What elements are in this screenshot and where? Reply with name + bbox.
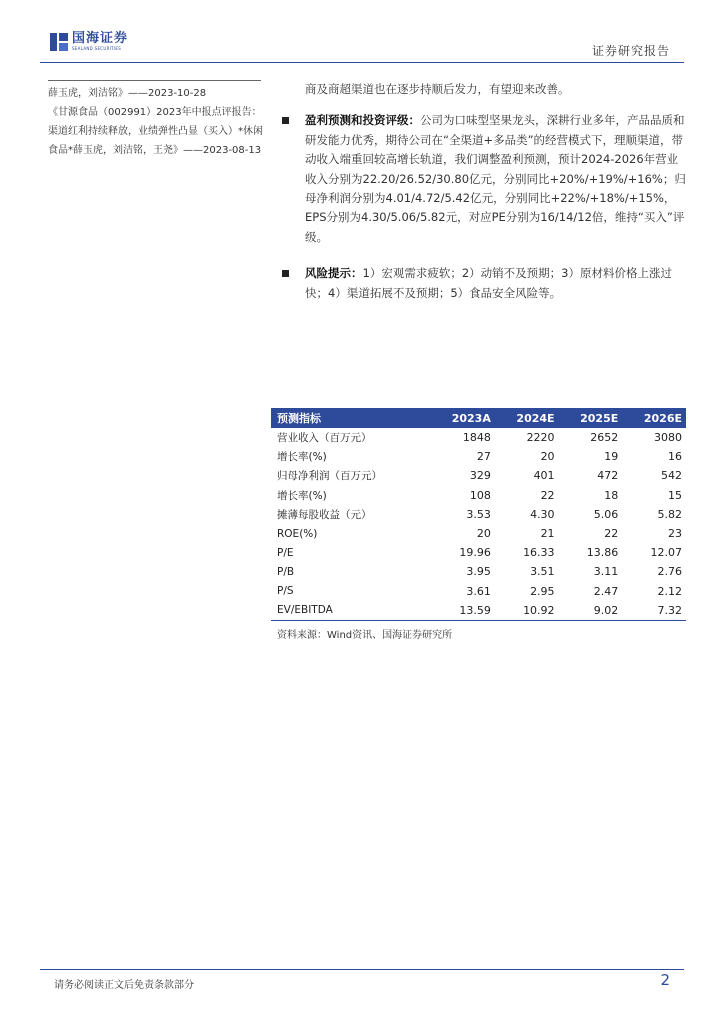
table-header-year: 2023A (451, 411, 491, 425)
table-row-label: 营业收入（百万元） (277, 432, 372, 445)
table-header-row (271, 408, 686, 428)
table-cell: 18 (604, 488, 619, 502)
table-cell: 12.07 (650, 546, 682, 560)
table-cell: 1848 (462, 431, 491, 445)
table-cell: 4.30 (530, 507, 555, 521)
table-row (271, 562, 686, 581)
table-cell: 2.76 (657, 565, 682, 579)
report-type-label: 证券研究报告 (591, 44, 670, 58)
table-row (271, 486, 686, 505)
table-row-label: EV/EBITDA (271, 601, 430, 621)
table-cell: 5.82 (657, 507, 682, 521)
page-number: 2 (660, 971, 670, 989)
table-row-label: ROE(%) (277, 527, 318, 540)
table-cell: 10.92 (495, 601, 559, 621)
logo-chinese-name: 国海证券 (72, 31, 129, 46)
table-cell: 2652 (590, 431, 619, 445)
table-cell: 5.06 (593, 507, 619, 521)
table-header-year: 2024E (516, 411, 555, 425)
table-row-label: P/E (277, 546, 294, 559)
table-row-label: 增长率(%) (277, 451, 327, 464)
forecast-table (271, 408, 686, 621)
logo-english-name: SEALAND SECURITIES (72, 46, 122, 51)
risk-warning-heading: 风险提示： (305, 266, 363, 281)
logo-mark-icon (50, 33, 68, 51)
main-content (282, 80, 686, 303)
risk-warning-body: 1）宏观需求疲软；2）动销不及预期；3）原材料价格上涨过快；4）渠道拓展不及预期；5）食品安全风险等。 (305, 266, 672, 300)
related-report-line-1: 薛玉虎，刘洁铭》——2023-10-28 (48, 88, 207, 99)
company-logo (50, 32, 128, 51)
table-row-label: P/S (277, 585, 294, 598)
table-cell: 7.32 (622, 601, 686, 621)
table-cell: 2220 (526, 431, 555, 445)
table-cell: 2.47 (593, 584, 619, 598)
table-cell: 20 (476, 527, 491, 541)
table-cell: 472 (597, 469, 619, 483)
earnings-forecast-section (282, 111, 686, 247)
header-divider (40, 62, 684, 63)
table-cell: 542 (661, 469, 682, 483)
table-cell: 3.53 (466, 507, 491, 521)
table-cell: 20 (540, 450, 555, 464)
footer-disclaimer: 请务必阅读正文后免责条款部分 (54, 980, 194, 991)
table-cell: 3080 (654, 431, 682, 445)
table-header-metric: 预测指标 (277, 412, 321, 425)
table-source-note: 资料来源：Wind资讯、国海证券研究所 (277, 629, 453, 641)
table-row-label: P/B (277, 565, 295, 578)
table-cell: 23 (668, 527, 682, 541)
table-cell: 2.95 (530, 584, 555, 598)
intro-paragraph: 商及商超渠道也在逐步持顺后发力，有望迎来改善。 (305, 82, 570, 96)
forecast-table-container (271, 408, 686, 641)
table-cell: 13.86 (586, 546, 619, 560)
table-cell: 16.33 (523, 546, 555, 560)
table-cell: 3.95 (466, 565, 491, 579)
square-bullet-icon (282, 270, 289, 277)
table-row-label: 增长率(%) (277, 489, 327, 502)
footer-divider (40, 969, 684, 970)
table-row (271, 447, 686, 466)
table-cell: 19 (604, 450, 619, 464)
table-cell: 2.12 (657, 584, 682, 598)
table-cell: 108 (469, 488, 491, 502)
table-cell: 13.59 (430, 601, 495, 621)
table-cell: 3.61 (466, 584, 491, 598)
table-cell: 22 (540, 488, 555, 502)
table-row (271, 466, 686, 485)
table-cell: 9.02 (559, 601, 623, 621)
table-header-year: 2025E (580, 411, 619, 425)
table-row (271, 582, 686, 601)
related-reports (48, 84, 268, 160)
table-cell: 15 (668, 488, 682, 502)
earnings-forecast-body: 公司为口味型坚果龙头，深耕行业多年，产品品质和研发能力优秀，期待公司在“全渠道+多品类”的经营模式下，理顺渠道，带动收入端重回较高增长轨道，我们调整盈利预测，预计2024-2026年营业收入分别为22.20/26.52/30.80亿元，分别同比+20%/+19%/+16%；归母净利润分别为4.01/4.72/5.42亿元，分别同比+22%/+18%/+15%，EPS分别为4.30/5.06/5.82元，对应PE分别为16/14/12倍，维持“买入”评级。 (305, 113, 686, 244)
earnings-forecast-heading: 盈利预测和投资评级： (305, 113, 420, 128)
table-cell: 3.11 (593, 565, 619, 579)
table-row-label: 摊薄每股收益（元） (277, 508, 372, 521)
table-cell: 22 (604, 527, 619, 541)
table-cell: 401 (533, 469, 555, 483)
table-cell: 19.96 (459, 546, 491, 560)
square-bullet-icon (282, 117, 289, 124)
table-row (271, 428, 686, 447)
table-cell: 329 (469, 469, 491, 483)
table-cell: 21 (540, 527, 555, 541)
table-header-year: 2026E (643, 411, 682, 425)
risk-warning-section (282, 264, 686, 303)
table-row (271, 601, 686, 621)
table-cell: 3.51 (530, 565, 555, 579)
table-row-label: 归母净利润（百万元） (277, 470, 382, 483)
related-report-line-2: 《甘源食品（002991）2023年中报点评报告：渠道红利持续释放，业绩弹性凸显（买入）*休闲食品*薛玉虎，刘洁铭，王尧》——2023-08-13 (48, 107, 263, 156)
table-cell: 16 (668, 450, 682, 464)
table-row (271, 505, 686, 524)
table-cell: 27 (476, 450, 491, 464)
table-row (271, 543, 686, 562)
table-body (271, 428, 686, 620)
left-column-rule (48, 80, 261, 81)
table-row (271, 524, 686, 543)
